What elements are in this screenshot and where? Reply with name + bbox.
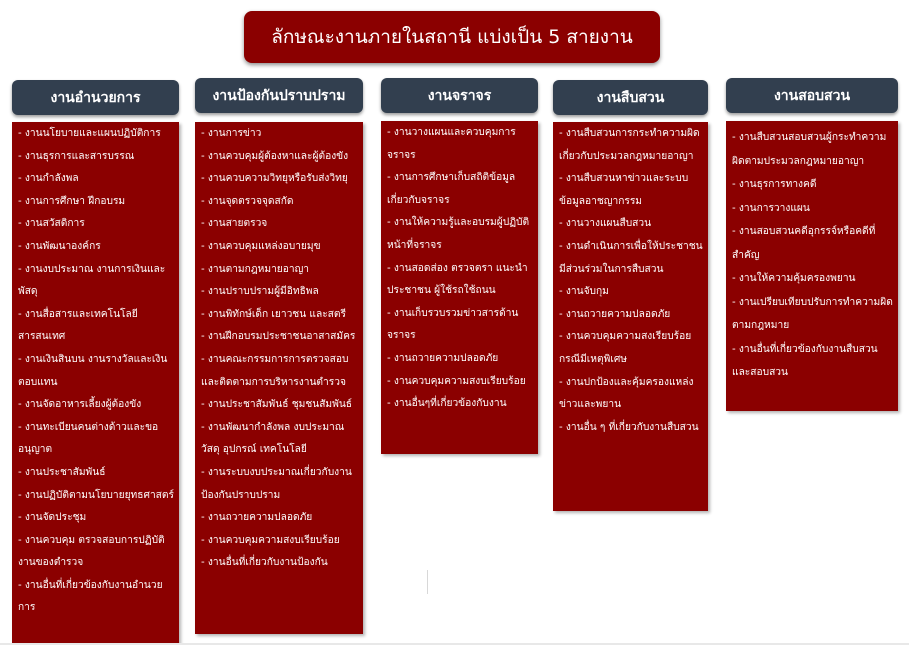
list-item: - งานวางแผนและควบคุมการจราจร <box>387 127 516 161</box>
list-item: - งานนโยบายและแผนปฏิบัติการ <box>18 128 161 139</box>
list-item: - งานถวายความปลอดภัย <box>559 308 671 320</box>
list-item: - งานสื่อสารและเทคโนโลยีสารสนเทศ <box>18 308 138 343</box>
list-item: - งานฝึกอบรมประชาชนอาสาสมัคร <box>201 331 356 343</box>
list-item: - งานประชาสัมพันธ์ <box>18 466 106 478</box>
item-list <box>18 123 175 620</box>
list-item: - งานให้ความรู้และอบรมผู้ปฏิบัติหน้าที่จราจร <box>387 217 530 251</box>
list-item: - งานพัฒนาองค์กร <box>18 240 101 252</box>
column-body <box>553 122 708 511</box>
list-item: - งานอื่นที่เกี่ยวข้องกับงานอำนวยการ <box>18 579 163 614</box>
list-item: - งานการศึกษา ฝึกอบรม <box>18 195 126 207</box>
column-body <box>381 121 538 454</box>
list-item: - งานพัฒนากำลังพล งบประมาณ วัสดุ อุปกรณ์ เทคโนโลยี <box>201 421 345 456</box>
list-item: - งานตามกฎหมายอาญา <box>201 263 309 275</box>
list-item: - งานสืบสวนหาข่าวและระบบข้อมูลอาชญากรรม <box>559 173 689 207</box>
list-item: - งานเก็บรวบรวมข่าวสารด้านจราจร <box>387 307 519 342</box>
list-item: - งานสืบสวนการกระทำความผิดเกี่ยวกับประมวลกฎหมายอาญา <box>559 128 700 162</box>
list-item: - งานสายตรวจ <box>201 218 268 230</box>
column-header: งานป้องกันปราบปราม <box>195 78 363 113</box>
list-item: - งานวางแผนสืบสวน <box>559 218 652 230</box>
list-item: - งานเปรียบเทียบปรับการทำความผิดตามกฎหมาย <box>732 296 893 331</box>
list-item: - งานดำเนินการเพื่อให้ประชาชนมีส่วนร่วมในการสืบสวน <box>559 240 703 275</box>
list-item: - งานสวัสดิการ <box>18 218 85 230</box>
column-header: งานสอบสวน <box>726 78 898 113</box>
list-item: - งานจุดตรวจจุดสกัด <box>201 195 294 207</box>
list-item: - งานควบความวิทยุหรือรับส่งวิทยุ <box>201 173 348 185</box>
list-item: - งานการศึกษาเก็บสถิติข้อมูลเกี่ยวกับจราจร <box>387 172 516 206</box>
list-item: - งานควบคุมผู้ต้องหาและผู้ต้องขัง <box>201 150 349 162</box>
list-item: - งานกำลังพล <box>18 173 79 185</box>
list-item: - งานการวางแผน <box>732 202 810 214</box>
list-item: - งานอื่นๆที่เกี่ยวข้องกับงาน <box>387 398 507 410</box>
column-header: งานอำนวยการ <box>12 80 179 115</box>
list-item: - งานควบคุมแหล่งอบายมุข <box>201 240 321 252</box>
list-item: - งานจับกุม <box>559 286 609 298</box>
list-item: - งานอื่นที่เกี่ยวกับงานป้องกัน <box>201 557 328 569</box>
list-item: - งานอื่น ๆ ที่เกี่ยวกับงานสืบสวน <box>559 421 699 433</box>
item-list <box>201 123 359 575</box>
column-body <box>726 121 898 411</box>
list-item: - งานถวายความปลอดภัย <box>201 512 313 524</box>
list-item: - งานงบประมาณ งานการเงินและพัสดุ <box>18 263 166 298</box>
column-header: งานจราจร <box>381 78 538 113</box>
divider <box>427 570 428 594</box>
column-body <box>12 122 179 645</box>
list-item: - งานปกป้องและคุ้มครองแหล่งข่าวและพยาน <box>559 376 694 411</box>
list-item: - งานให้ความคุ้มครองพยาน <box>732 273 856 284</box>
list-item: - งานธุรการทางคดี <box>732 179 817 190</box>
list-item: - งานควบคุมความสงบเรียบร้อย <box>387 375 526 387</box>
list-item: - งานพิทักษ์เด็ก เยาวชน และสตรี <box>201 308 346 320</box>
item-list <box>559 123 704 439</box>
item-list <box>387 122 534 416</box>
list-item: - งานควบคุม ตรวจสอบการปฏิบัติงานของตำรวจ <box>18 534 165 569</box>
list-item: - งานสอบสวนคดีอุกรรจ์หรือคดีที่สำคัญ <box>732 226 876 261</box>
list-item: - งานระบบงบประมาณเกี่ยวกับงานป้องกันปราบปราม <box>201 466 352 501</box>
list-item: - งานควบคุมความสงบเรียบร้อย <box>201 534 340 546</box>
diagram-title: ลักษณะงานภายในสถานี แบ่งเป็น 5 สายงาน <box>244 11 660 63</box>
list-item: - งานจัดอาหารเลี้ยงผู้ต้องขัง <box>18 399 142 411</box>
list-item: - งานคณะกรรมการการตรวจสอบและติดตามการบริหารงานตำรวจ <box>201 353 349 388</box>
list-item: - งานเงินสินบน งานรางวัลและเงินตอบแทน <box>18 353 168 388</box>
list-item: - งานสืบสวนสอบสวนผู้กระทำความผิดตามประมวลกฎหมายอาญา <box>732 132 887 167</box>
list-item: - งานทะเบียนคนต่างด้าวและขออนุญาต <box>18 421 159 456</box>
list-item: - งานจัดประชุม <box>18 512 87 524</box>
list-item: - งานธุรการและสารบรรณ <box>18 150 135 162</box>
list-item: - งานถวายความปลอดภัย <box>387 352 499 364</box>
list-item: - งานปฏิบัติตามนโยบายยุทธศาสตร์ <box>18 489 174 501</box>
column-header: งานสืบสวน <box>553 80 708 115</box>
list-item: - งานประชาสัมพันธ์ ชุมชนสัมพันธ์ <box>201 399 353 411</box>
list-item: - งานปราบปรามผู้มีอิทธิพล <box>201 286 319 298</box>
list-item: - งานอื่นที่เกี่ยวข้องกับงานสืบสวนและสอบสวน <box>732 343 878 378</box>
list-item: - งานการข่าว <box>201 128 262 139</box>
list-item: - งานสอดส่อง ตรวจตรา แนะนำประชาชน ผู้ใช้รถใช้ถนน <box>387 262 528 297</box>
item-list <box>732 126 894 385</box>
column-body <box>195 122 363 634</box>
list-item: - งานควบคุมความสงเรียบร้อยกรณีมีเหตุพิเศษ <box>559 331 692 365</box>
